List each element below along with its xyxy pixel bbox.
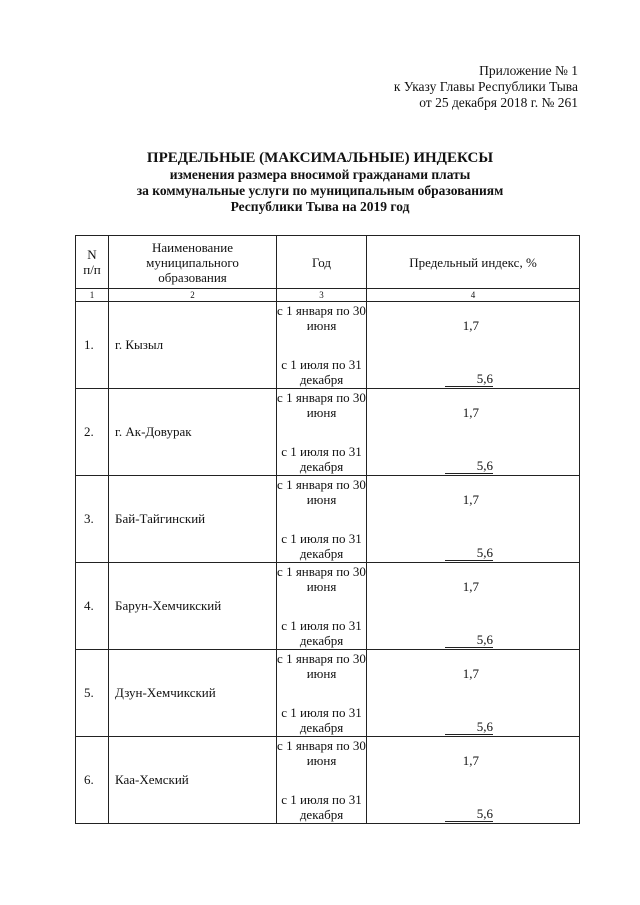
row-number: 3. — [76, 476, 109, 563]
period-cell — [277, 737, 367, 824]
header-municipality: Наименование муниципального образования — [109, 236, 277, 289]
row-number: 4. — [76, 563, 109, 650]
header-number: N п/п — [76, 236, 109, 289]
period-cell — [277, 650, 367, 737]
index-cell — [367, 737, 580, 824]
table-row — [76, 476, 580, 563]
index-first-half: 1,7 — [462, 666, 479, 681]
index-cell — [367, 389, 580, 476]
appendix-reference — [394, 63, 578, 111]
period-first-half: с 1 января по 30 июня — [277, 564, 366, 594]
table-row — [76, 302, 580, 389]
column-number: 1 — [76, 289, 109, 302]
header-year: Год — [277, 236, 367, 289]
appendix-line-1: Приложение № 1 — [479, 63, 578, 78]
appendix-line-2: к Указу Главы Республики Тыва — [393, 79, 578, 94]
period-second-half: с 1 июля по 31 декабря — [281, 531, 362, 561]
table-row — [76, 650, 580, 737]
index-second-half: 5,6 — [445, 633, 493, 648]
period-cell — [277, 389, 367, 476]
header-index: Предельный индекс, % — [367, 236, 580, 289]
column-number: 3 — [277, 289, 367, 302]
table-row — [76, 737, 580, 824]
period-cell — [277, 563, 367, 650]
municipality-name: Каа-Хемский — [109, 737, 277, 824]
table-row — [76, 563, 580, 650]
municipality-name: Дзун-Хемчикский — [109, 650, 277, 737]
municipality-name: Бай-Тайгинский — [109, 476, 277, 563]
appendix-line-3: от 25 декабря 2018 г. № 261 — [419, 95, 578, 110]
period-second-half: с 1 июля по 31 декабря — [281, 618, 362, 648]
period-first-half: с 1 января по 30 июня — [277, 477, 366, 507]
row-number: 5. — [76, 650, 109, 737]
row-number: 6. — [76, 737, 109, 824]
period-first-half: с 1 января по 30 июня — [277, 303, 366, 333]
index-cell — [367, 302, 580, 389]
index-first-half: 1,7 — [462, 753, 479, 768]
index-first-half: 1,7 — [462, 318, 479, 333]
document-title — [0, 149, 640, 215]
period-second-half: с 1 июля по 31 декабря — [281, 357, 362, 387]
period-first-half: с 1 января по 30 июня — [277, 390, 366, 420]
index-cell — [367, 650, 580, 737]
municipality-name: Барун-Хемчикский — [109, 563, 277, 650]
index-second-half: 5,6 — [445, 720, 493, 735]
title-line-2: изменения размера вносимой гражданами платы — [169, 167, 471, 182]
period-second-half: с 1 июля по 31 декабря — [281, 444, 362, 474]
row-number: 2. — [76, 389, 109, 476]
row-number: 1. — [76, 302, 109, 389]
table-row — [76, 389, 580, 476]
period-cell — [277, 476, 367, 563]
index-second-half: 5,6 — [445, 372, 493, 387]
title-line-1: ПРЕДЕЛЬНЫЕ (МАКСИМАЛЬНЫЕ) ИНДЕКСЫ — [146, 150, 494, 166]
indices-table — [75, 235, 580, 824]
table-body — [76, 302, 580, 824]
period-second-half: с 1 июля по 31 декабря — [281, 705, 362, 735]
index-first-half: 1,7 — [462, 492, 479, 507]
municipality-name: г. Ак-Довурак — [109, 389, 277, 476]
column-number: 4 — [367, 289, 580, 302]
index-first-half: 1,7 — [462, 405, 479, 420]
index-first-half: 1,7 — [462, 579, 479, 594]
index-second-half: 5,6 — [445, 546, 493, 561]
period-second-half: с 1 июля по 31 декабря — [281, 792, 362, 822]
index-second-half: 5,6 — [445, 807, 493, 822]
title-line-4: Республики Тыва на 2019 год — [230, 199, 410, 214]
index-cell — [367, 563, 580, 650]
column-number: 2 — [109, 289, 277, 302]
municipality-name: г. Кызыл — [109, 302, 277, 389]
table-header-row — [76, 236, 580, 289]
index-cell — [367, 476, 580, 563]
period-first-half: с 1 января по 30 июня — [277, 651, 366, 681]
title-line-3: за коммунальные услуги по муниципальным образованиям — [136, 183, 504, 198]
period-cell — [277, 302, 367, 389]
period-first-half: с 1 января по 30 июня — [277, 738, 366, 768]
index-second-half: 5,6 — [445, 459, 493, 474]
column-number-row — [76, 289, 580, 302]
